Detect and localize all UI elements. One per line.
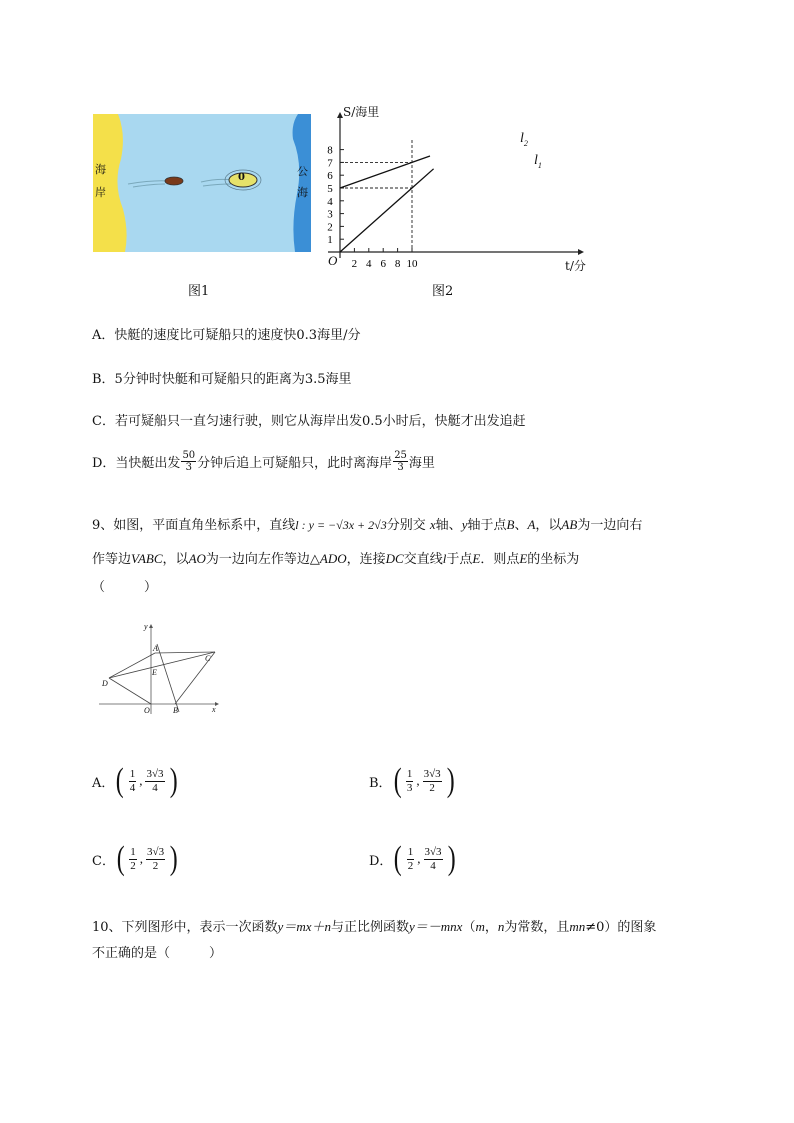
- y-axis-label: S/海里: [343, 105, 380, 119]
- x-axis-arrow: [578, 249, 584, 255]
- x-axis-label: t/分: [565, 259, 586, 273]
- left-shore-char-2: 岸: [95, 186, 106, 199]
- q8-option-d: [92, 450, 435, 473]
- q9-option-c: C． ( $\frac{1}{2}$ , $\frac{3√3}{2}$ ): [92, 840, 178, 877]
- q9-fig-label-e: E: [152, 668, 157, 677]
- q8-option-c: C．若可疑船只一直匀速行驶，则它从海岸出发0.5小时后，快艇才出发追赶: [92, 414, 526, 429]
- q9-option-b: B． ( $\frac{1}{3}$ , $\frac{3√3}{2}$ ): [369, 762, 455, 799]
- figure-1-illustration: [93, 114, 311, 252]
- x-tick-label: 6: [380, 258, 386, 270]
- q8-d-fraction-2: $\frac{25}{3}$: [394, 450, 407, 473]
- y-tick-label: 6: [327, 170, 333, 183]
- q10-line-1: 10、下列图形中，表示一次函数y＝mx＋n与正比例函数y＝－mnx（m，n为常数，且mn≠0）的图象: [92, 919, 657, 935]
- x-tick-label: 10: [406, 258, 418, 270]
- figure-2-caption: 图2: [432, 284, 454, 299]
- q8-option-a: A．快艇的速度比可疑船只的速度快0.3海里/分: [92, 328, 361, 343]
- right-shore-char-1: 公: [297, 165, 308, 178]
- left-shore-char-1: 海: [95, 163, 106, 176]
- q9-fig-label-c: C: [205, 654, 211, 663]
- q9-fig-label-d: D: [102, 679, 108, 688]
- q9-option-d: D． ( $\frac{1}{2}$ , $\frac{3√3}{4}$ ): [369, 840, 456, 877]
- y-tick-label: 4: [327, 195, 333, 208]
- q8-d-post: 海里: [408, 456, 435, 471]
- q8-d-mid: 分钟后追上可疑船只，此时离海岸: [197, 456, 393, 471]
- q8-d-fraction-1: $\frac{50}{3}$: [182, 450, 196, 473]
- line-l1-label: $l_1$: [534, 153, 542, 170]
- figure-2-chart: [310, 100, 600, 280]
- q8-option-b: B．5分钟时快艇和可疑船只的距离为3.5海里: [92, 372, 352, 387]
- chart-svg: [310, 100, 600, 280]
- origin-label: O: [328, 253, 338, 268]
- q9-fig-label-b: B: [173, 706, 178, 715]
- figure-1-caption: 图1: [188, 284, 210, 299]
- q9-figure-svg: [97, 622, 222, 717]
- y-tick-label: 3: [327, 208, 333, 221]
- right-shore-char-2: 海: [297, 186, 308, 199]
- x-tick-label: 4: [366, 258, 372, 270]
- line-l2-label: $l_2$: [520, 131, 528, 148]
- x-tick-label: 2: [351, 258, 358, 270]
- y-tick-label: 2: [327, 221, 333, 234]
- y-tick-label: 7: [327, 157, 333, 170]
- q9-fig-label-x: x: [212, 705, 216, 714]
- figure-1: [93, 114, 311, 252]
- q9-fig-label-o: O: [144, 706, 150, 715]
- y-tick-label: 8: [327, 144, 333, 157]
- q9-fig-label-y: y: [144, 622, 148, 631]
- y-tick-label: 5: [327, 183, 333, 195]
- series-line-l1: [340, 169, 434, 252]
- x-tick-label: 8: [394, 258, 401, 270]
- q9-answer-blank: （ ）: [92, 580, 158, 595]
- q10-line-2: 不正确的是（ ）: [92, 946, 223, 961]
- y-tick-label: 1: [327, 234, 333, 247]
- q9-figure: [97, 622, 222, 717]
- q9-line-1: 9、如图，平面直角坐标系中，直线l : y = −√3x + 2√3分别交 x轴、y轴于点B、A，以AB为一边向右: [92, 517, 643, 533]
- speedboat-label: 0: [238, 172, 245, 183]
- q9-option-a: A． ( $\frac{1}{4}$ , $\frac{3√3}{4}$ ): [92, 762, 178, 799]
- q8-d-pre: D．当快艇出发: [92, 456, 181, 471]
- q9-line-2: 作等边VABC，以AO为一边向左作等边△ADO，连接DC交直线l于点E．则点E的坐标为: [92, 551, 580, 567]
- q9-fig-label-a: A: [153, 644, 158, 653]
- q9-line-l: [157, 644, 179, 712]
